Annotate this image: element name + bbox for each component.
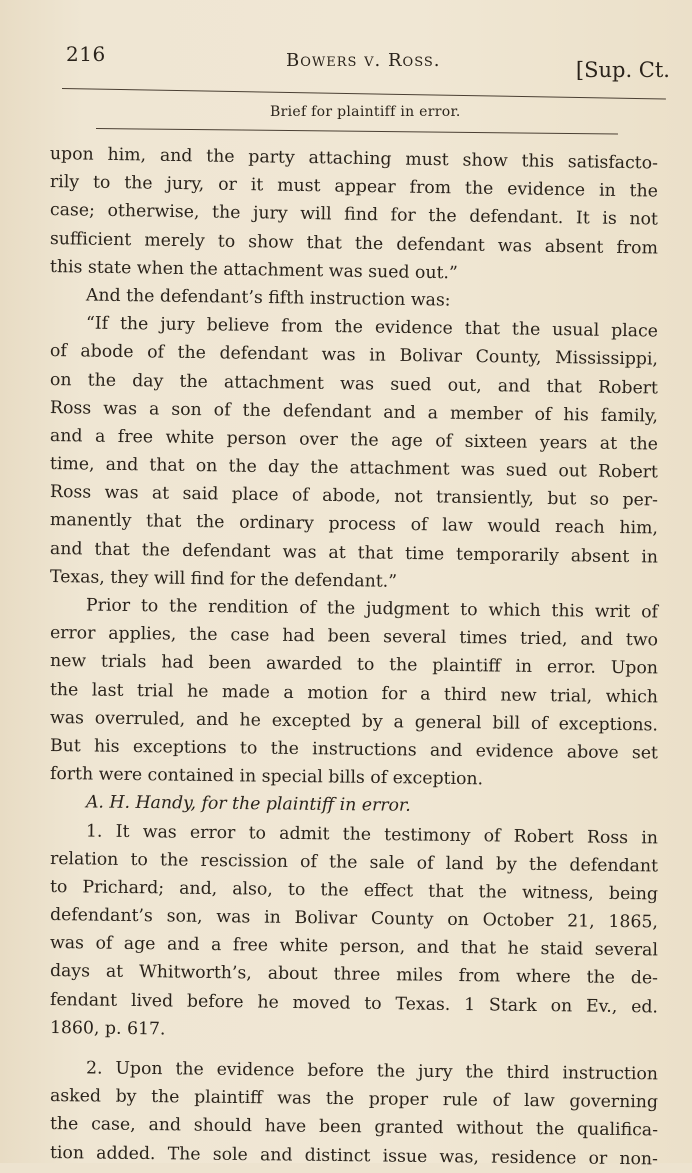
text-line: time, and that on the day the attachment was sued out Robert [49,454,659,483]
text-line: relation to the rescission of the sale of land by the defendant [49,848,659,877]
text-line: 1. It was error to admit the testimony of Robert Ross in [85,820,659,848]
text-line: Texas, they will find for the defendant.” [49,566,398,592]
text-line: and a free white person over the age of sixteen years at the [49,425,659,455]
text-line: rily to the jury, or it must appear from the evidence in the [49,172,659,202]
text-line: this state when the attachment was sued out.” [49,256,458,284]
text-line: new trials had been awarded to the plaintiff in error. Upon [49,651,659,679]
text-line: forth were contained in special bills of exception. [49,764,484,790]
text-line: was overruled, and he excepted by a general bill of exceptions. [49,707,659,736]
text-line: days at Whitworth’s, about three miles from where the de- [49,961,659,989]
page-number: 216 [66,42,106,66]
running-head [62,40,672,84]
text-line: And the defendant’s fifth instruction was: [85,285,451,311]
text-line: tion added. The sole and distinct issue was, residence or non- [49,1142,659,1169]
text-line: upon him, and the party attaching must show this satisfacto- [49,144,659,174]
case-title: Bowers v. Ross. [286,50,441,71]
text-line: 1860, p. 617. [49,1017,166,1040]
text-line: was of age and a free white person, and that he staid several [49,933,659,961]
text-line: Prior to the rendition of the judgment to which this writ of [85,595,659,623]
text-line: case; otherwise, the jury will find for the defendant. It is not [49,200,659,230]
text-line: of abode of the defendant was in Bolivar County, Mississippi, [49,341,659,370]
text-line: asked by the plaintiff was the proper rule of law governing [49,1086,659,1113]
subheading-rule [96,128,618,134]
text-line: manently that the ordinary process of law would reach him, [49,510,659,539]
counsel-line: A. H. Handy, for the plaintiff in error. [85,792,411,817]
text-line: 2. Upon the evidence before the jury the third instruction [85,1058,659,1085]
text-line: and that the defendant was at that time temporarily absent in [49,538,659,568]
text-line: the case, and should have been granted without the qualifica- [49,1114,659,1141]
text-line: sufficient merely to show that the defendant was absent from [49,228,659,259]
text-line: Ross was at said place of abode, not transiently, but so per- [49,482,659,511]
text-line: error applies, the case had been several times tried, and two [49,623,659,651]
text-line: the last trial he made a motion for a third new trial, which [49,679,659,707]
text-line: But his exceptions to the instructions and evidence above set [49,735,659,764]
text-line: to Prichard; and, also, to the effect that the witness, being [49,876,659,905]
text-line: defendant’s son, was in Bolivar County on October 21, 1865, [49,905,659,933]
text-line: fendant lived before he moved to Texas. 1 Stark on Ev., ed. [49,989,659,1018]
text-line: Ross was a son of the defendant and a member of his family, [49,397,659,427]
court-label: [Sup. Ct. [575,58,670,82]
page-body [50,140,658,1167]
header-rule [62,88,666,100]
text-line: on the day the attachment was sued out, and that Robert [49,369,659,398]
subheading: Brief for plaintiff in error. [270,104,461,120]
text-line: “If the jury believe from the evidence that the usual place [85,313,659,342]
